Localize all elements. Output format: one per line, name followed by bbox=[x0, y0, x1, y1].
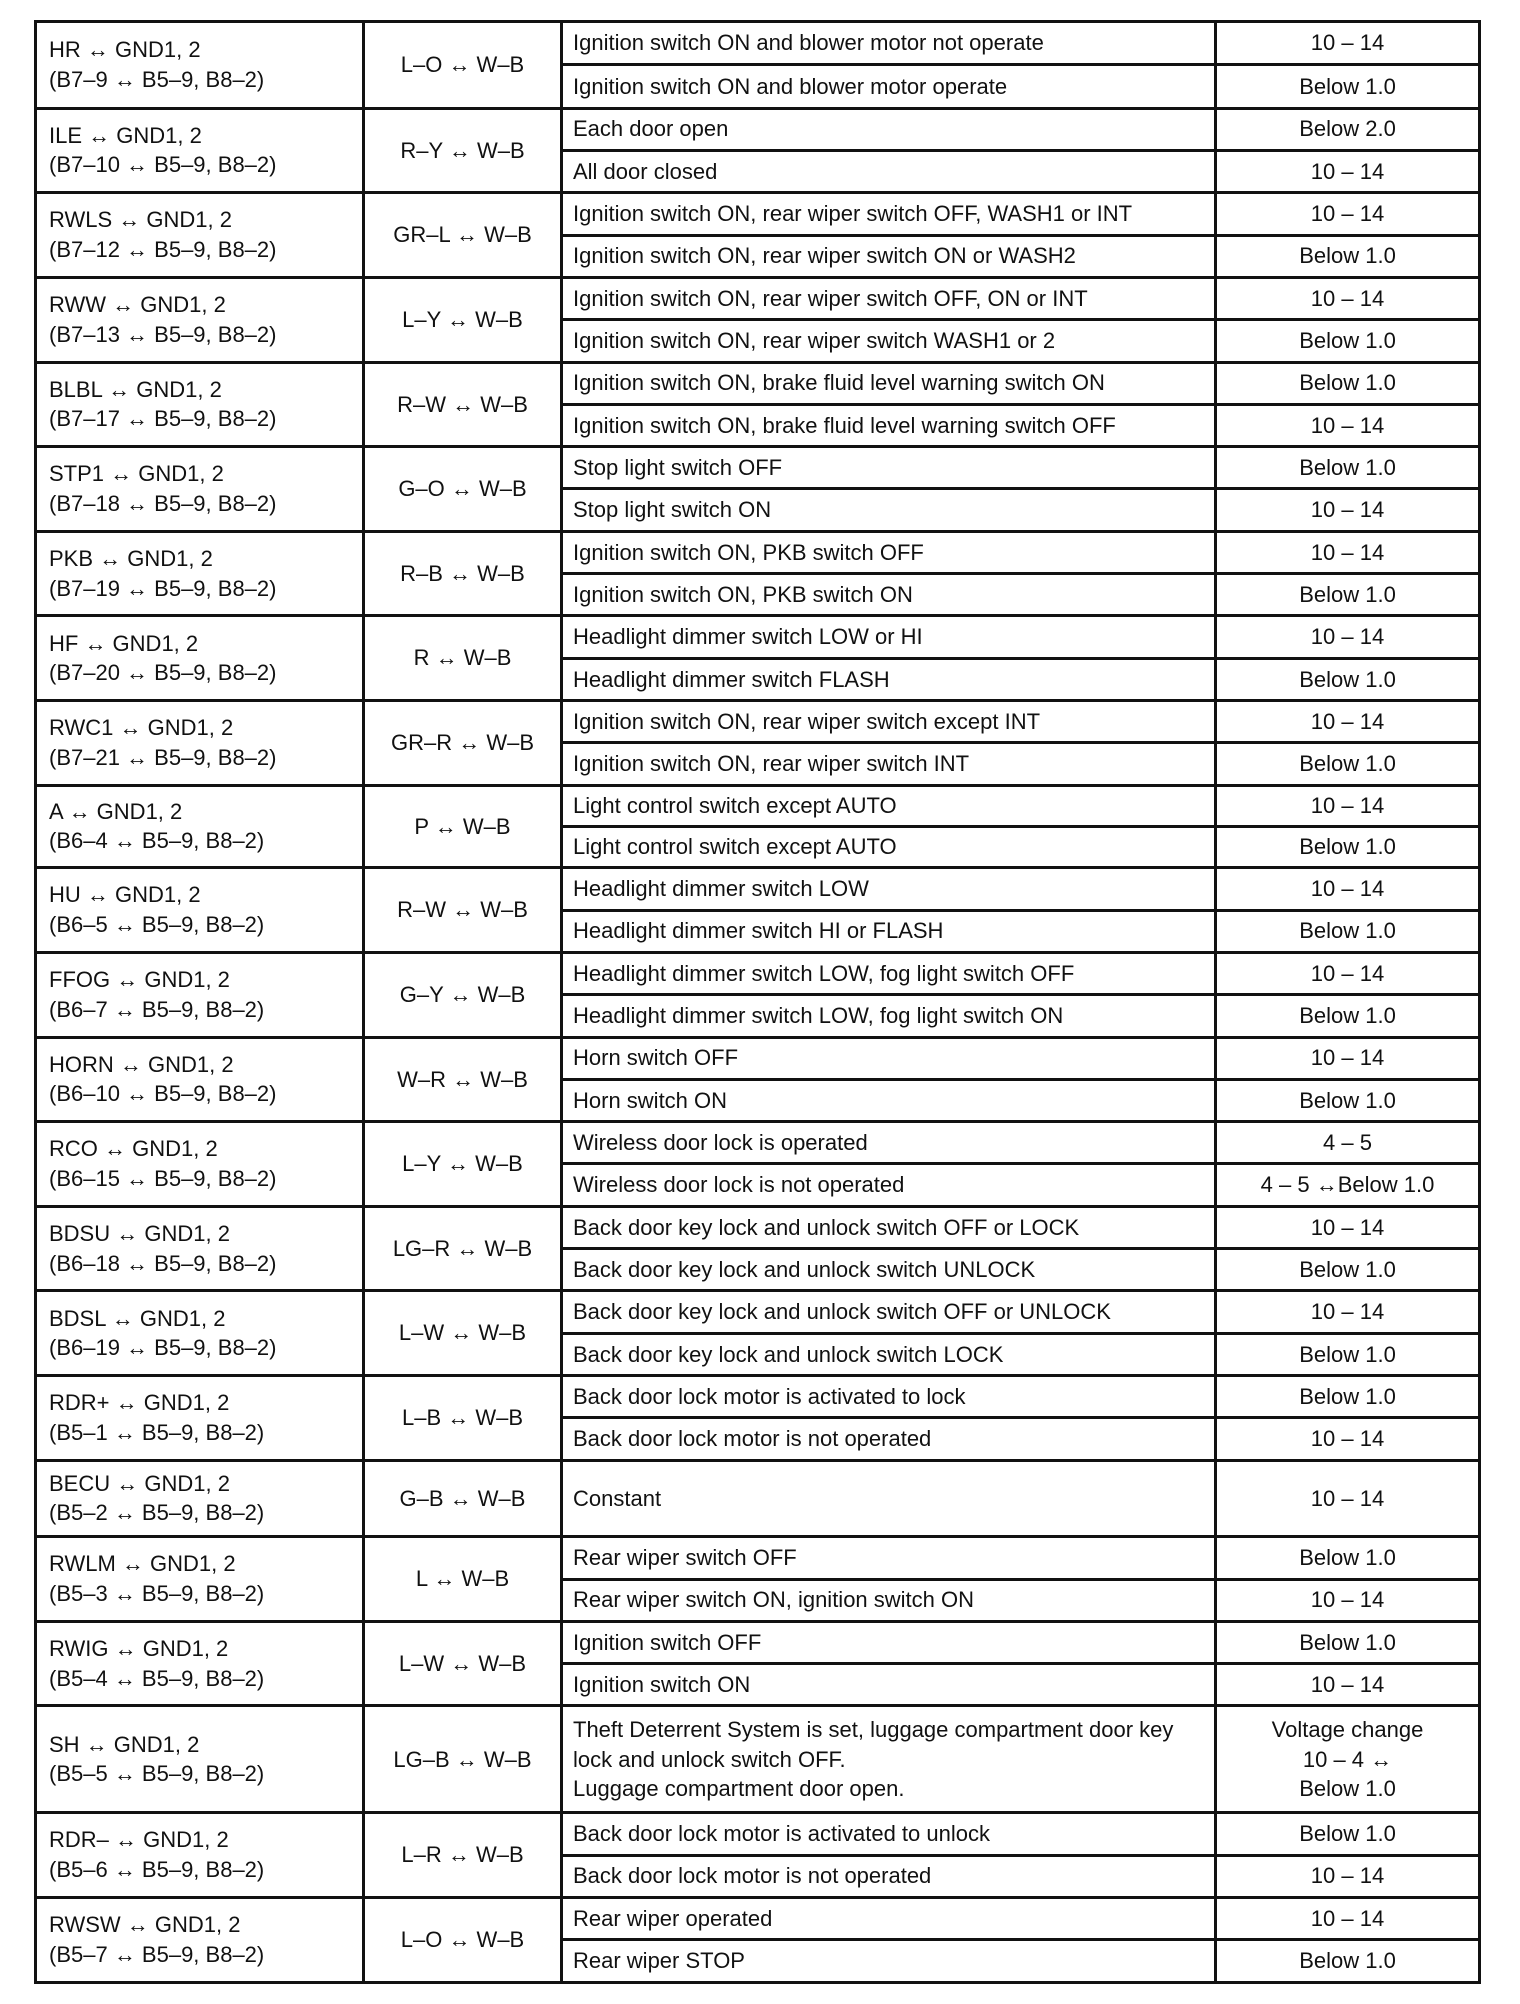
terminal-pins: (B7–10 ↔ B5–9, B8–2) bbox=[49, 152, 277, 178]
terminal-name: BDSL ↔ GND1, 2 bbox=[49, 1305, 226, 1331]
table-body bbox=[36, 22, 1480, 1983]
condition-cell: Ignition switch ON, rear wiper switch except INT bbox=[562, 701, 1216, 743]
table-row bbox=[36, 362, 1480, 404]
table-row bbox=[36, 1813, 1480, 1855]
spec-cell: Below 1.0 bbox=[1216, 658, 1480, 700]
spec-cell: 10 – 14 bbox=[1216, 1460, 1480, 1537]
terminal-cell bbox=[36, 952, 364, 1037]
spec-cell bbox=[1216, 1706, 1480, 1813]
condition-cell: Headlight dimmer switch HI or FLASH bbox=[562, 910, 1216, 952]
terminal-cell bbox=[36, 785, 364, 868]
spec-cell: 10 – 14 bbox=[1216, 531, 1480, 573]
terminal-pins: (B7–13 ↔ B5–9, B8–2) bbox=[49, 321, 277, 347]
wiring-color-cell: G–Y ↔ W–B bbox=[364, 952, 562, 1037]
terminal-cell bbox=[36, 277, 364, 362]
wiring-color-cell: R–B ↔ W–B bbox=[364, 531, 562, 616]
wiring-color-cell: L–W ↔ W–B bbox=[364, 1291, 562, 1376]
terminal-pins: (B7–20 ↔ B5–9, B8–2) bbox=[49, 660, 277, 686]
terminal-pins: (B6–19 ↔ B5–9, B8–2) bbox=[49, 1335, 277, 1361]
spec-cell: Below 1.0 bbox=[1216, 826, 1480, 867]
spec-cell: 10 – 14 bbox=[1216, 1206, 1480, 1248]
condition-cell: Rear wiper switch ON, ignition switch ON bbox=[562, 1579, 1216, 1621]
spec-cell: 10 – 14 bbox=[1216, 868, 1480, 910]
spec-cell: Below 1.0 bbox=[1216, 1940, 1480, 1983]
terminal-cell bbox=[36, 701, 364, 786]
wiring-color-cell: L–W ↔ W–B bbox=[364, 1621, 562, 1706]
terminal-pins: (B5–1 ↔ B5–9, B8–2) bbox=[49, 1419, 265, 1445]
wiring-color-cell: LG–B ↔ W–B bbox=[364, 1706, 562, 1813]
terminal-name: HU ↔ GND1, 2 bbox=[49, 882, 201, 908]
wiring-color-cell: GR–L ↔ W–B bbox=[364, 193, 562, 278]
condition-cell: Ignition switch ON, rear wiper switch WASH1 or 2 bbox=[562, 320, 1216, 362]
terminal-cell bbox=[36, 108, 364, 193]
terminal-name: ILE ↔ GND1, 2 bbox=[49, 122, 202, 148]
terminal-name: RWIG ↔ GND1, 2 bbox=[49, 1635, 229, 1661]
wiring-color-cell: R–W ↔ W–B bbox=[364, 362, 562, 447]
condition-cell: Rear wiper STOP bbox=[562, 1940, 1216, 1983]
terminal-name: SH ↔ GND1, 2 bbox=[49, 1731, 200, 1757]
table-row bbox=[36, 447, 1480, 489]
table-row bbox=[36, 193, 1480, 235]
wiring-color-cell: L ↔ W–B bbox=[364, 1537, 562, 1622]
wiring-color-cell: G–B ↔ W–B bbox=[364, 1460, 562, 1537]
table-row bbox=[36, 1621, 1480, 1663]
condition-cell bbox=[562, 1706, 1216, 1813]
condition-cell: Headlight dimmer switch LOW bbox=[562, 868, 1216, 910]
table-row bbox=[36, 22, 1480, 65]
condition-cell: Horn switch OFF bbox=[562, 1037, 1216, 1079]
spec-cell: 10 – 14 bbox=[1216, 489, 1480, 531]
table-row bbox=[36, 701, 1480, 743]
spec-cell: Below 1.0 bbox=[1216, 1333, 1480, 1375]
terminal-pins: (B7–18 ↔ B5–9, B8–2) bbox=[49, 490, 277, 516]
condition-cell: Light control switch except AUTO bbox=[562, 826, 1216, 867]
terminal-cell bbox=[36, 1122, 364, 1207]
condition-cell: Wireless door lock is operated bbox=[562, 1122, 1216, 1164]
condition-cell: Ignition switch ON and blower motor operate bbox=[562, 65, 1216, 108]
condition-cell: Stop light switch OFF bbox=[562, 447, 1216, 489]
condition-cell: Back door lock motor is activated to unlock bbox=[562, 1813, 1216, 1855]
spec-cell: Below 1.0 bbox=[1216, 320, 1480, 362]
spec-cell: 10 – 14 bbox=[1216, 1037, 1480, 1079]
condition-cell: Horn switch ON bbox=[562, 1079, 1216, 1121]
spec-cell: 10 – 14 bbox=[1216, 701, 1480, 743]
condition-cell: Ignition switch ON, rear wiper switch OFF, WASH1 or INT bbox=[562, 193, 1216, 235]
terminal-name: A ↔ GND1, 2 bbox=[49, 798, 183, 824]
condition-cell: Ignition switch ON, PKB switch OFF bbox=[562, 531, 1216, 573]
wiring-color-cell: L–R ↔ W–B bbox=[364, 1813, 562, 1898]
terminal-pins: (B7–21 ↔ B5–9, B8–2) bbox=[49, 744, 277, 770]
terminal-pins: (B6–7 ↔ B5–9, B8–2) bbox=[49, 996, 265, 1022]
spec-cell: 10 – 14 bbox=[1216, 1418, 1480, 1460]
terminal-cell bbox=[36, 1621, 364, 1706]
condition-cell: Ignition switch OFF bbox=[562, 1621, 1216, 1663]
terminal-cell bbox=[36, 1037, 364, 1122]
terminal-name: FFOG ↔ GND1, 2 bbox=[49, 967, 230, 993]
table-row bbox=[36, 868, 1480, 910]
wiring-color-cell: R–Y ↔ W–B bbox=[364, 108, 562, 193]
spec-cell: 10 – 14 bbox=[1216, 193, 1480, 235]
wiring-color-cell: GR–R ↔ W–B bbox=[364, 701, 562, 786]
wiring-color-cell: W–R ↔ W–B bbox=[364, 1037, 562, 1122]
terminal-voltage-table bbox=[34, 20, 1481, 1984]
terminal-pins: (B6–10 ↔ B5–9, B8–2) bbox=[49, 1081, 277, 1107]
terminal-cell bbox=[36, 1376, 364, 1461]
condition-cell: Back door key lock and unlock switch OFF or LOCK bbox=[562, 1206, 1216, 1248]
spec-cell: 10 – 14 bbox=[1216, 1291, 1480, 1333]
condition-cell: Ignition switch ON, rear wiper switch OFF, ON or INT bbox=[562, 277, 1216, 319]
spec-cell: 4 – 5 ↔Below 1.0 bbox=[1216, 1164, 1480, 1206]
condition-cell: Ignition switch ON, brake fluid level warning switch OFF bbox=[562, 404, 1216, 446]
condition-cell: Headlight dimmer switch FLASH bbox=[562, 658, 1216, 700]
table-row bbox=[36, 277, 1480, 319]
terminal-cell bbox=[36, 1206, 364, 1291]
condition-line: Luggage compartment door open. bbox=[573, 1776, 905, 1802]
spec-cell: 10 – 14 bbox=[1216, 22, 1480, 65]
spec-line: Voltage change bbox=[1271, 1716, 1424, 1742]
terminal-name: HF ↔ GND1, 2 bbox=[49, 630, 199, 656]
condition-cell: Headlight dimmer switch LOW, fog light switch ON bbox=[562, 995, 1216, 1037]
table-row bbox=[36, 1037, 1480, 1079]
terminal-pins: (B5–3 ↔ B5–9, B8–2) bbox=[49, 1581, 265, 1607]
terminal-name: HR ↔ GND1, 2 bbox=[49, 37, 201, 63]
condition-cell: Back door key lock and unlock switch OFF or UNLOCK bbox=[562, 1291, 1216, 1333]
terminal-name: STP1 ↔ GND1, 2 bbox=[49, 461, 224, 487]
table-row bbox=[36, 1376, 1480, 1418]
spec-cell: Below 1.0 bbox=[1216, 362, 1480, 404]
terminal-name: RWSW ↔ GND1, 2 bbox=[49, 1912, 241, 1938]
spec-cell: 10 – 14 bbox=[1216, 1579, 1480, 1621]
terminal-cell bbox=[36, 1813, 364, 1898]
condition-cell: Wireless door lock is not operated bbox=[562, 1164, 1216, 1206]
condition-cell: Stop light switch ON bbox=[562, 489, 1216, 531]
wiring-color-cell: L–O ↔ W–B bbox=[364, 22, 562, 109]
terminal-name: BDSU ↔ GND1, 2 bbox=[49, 1220, 230, 1246]
terminal-cell bbox=[36, 1537, 364, 1622]
terminal-cell bbox=[36, 1460, 364, 1537]
spec-cell: 10 – 14 bbox=[1216, 277, 1480, 319]
condition-cell: Ignition switch ON and blower motor not operate bbox=[562, 22, 1216, 65]
spec-line: 10 – 4 ↔ bbox=[1302, 1746, 1393, 1772]
condition-cell: All door closed bbox=[562, 150, 1216, 192]
condition-line: lock and unlock switch OFF. bbox=[573, 1746, 846, 1772]
terminal-pins: (B7–9 ↔ B5–9, B8–2) bbox=[49, 66, 265, 92]
condition-line: Theft Deterrent System is set, luggage compartment door key bbox=[573, 1716, 1174, 1742]
wiring-color-cell: L–Y ↔ W–B bbox=[364, 277, 562, 362]
spec-cell: Below 1.0 bbox=[1216, 995, 1480, 1037]
spec-line: Below 1.0 bbox=[1299, 1776, 1396, 1802]
wiring-color-cell: P ↔ W–B bbox=[364, 785, 562, 868]
spec-cell: 10 – 14 bbox=[1216, 404, 1480, 446]
spec-cell: Below 1.0 bbox=[1216, 447, 1480, 489]
condition-cell: Ignition switch ON, rear wiper switch ON or WASH2 bbox=[562, 235, 1216, 277]
terminal-name: BLBL ↔ GND1, 2 bbox=[49, 376, 222, 402]
condition-cell: Headlight dimmer switch LOW or HI bbox=[562, 616, 1216, 658]
spec-cell: 4 – 5 bbox=[1216, 1122, 1480, 1164]
condition-cell: Rear wiper operated bbox=[562, 1897, 1216, 1939]
terminal-cell bbox=[36, 447, 364, 532]
condition-cell: Each door open bbox=[562, 108, 1216, 150]
spec-cell: 10 – 14 bbox=[1216, 1897, 1480, 1939]
terminal-name: RWC1 ↔ GND1, 2 bbox=[49, 715, 234, 741]
spec-cell: Below 1.0 bbox=[1216, 1079, 1480, 1121]
terminal-pins: (B7–19 ↔ B5–9, B8–2) bbox=[49, 575, 277, 601]
table-row bbox=[36, 616, 1480, 658]
terminal-name: BECU ↔ GND1, 2 bbox=[49, 1470, 230, 1496]
terminal-name: RCO ↔ GND1, 2 bbox=[49, 1136, 218, 1162]
wiring-color-cell: L–O ↔ W–B bbox=[364, 1897, 562, 1982]
terminal-cell bbox=[36, 868, 364, 953]
terminal-pins: (B7–12 ↔ B5–9, B8–2) bbox=[49, 237, 277, 263]
condition-cell: Back door key lock and unlock switch LOCK bbox=[562, 1333, 1216, 1375]
wiring-color-cell: L–B ↔ W–B bbox=[364, 1376, 562, 1461]
table-row bbox=[36, 1706, 1480, 1813]
spec-cell: 10 – 14 bbox=[1216, 1855, 1480, 1897]
terminal-pins: (B5–5 ↔ B5–9, B8–2) bbox=[49, 1761, 265, 1787]
terminal-pins: (B5–7 ↔ B5–9, B8–2) bbox=[49, 1941, 265, 1967]
spec-cell: Below 1.0 bbox=[1216, 1813, 1480, 1855]
terminal-pins: (B6–15 ↔ B5–9, B8–2) bbox=[49, 1165, 277, 1191]
table-row bbox=[36, 531, 1480, 573]
spec-cell: 10 – 14 bbox=[1216, 785, 1480, 826]
terminal-cell bbox=[36, 616, 364, 701]
terminal-cell bbox=[36, 193, 364, 278]
terminal-name: RDR+ ↔ GND1, 2 bbox=[49, 1390, 230, 1416]
terminal-cell bbox=[36, 362, 364, 447]
condition-cell: Back door lock motor is not operated bbox=[562, 1418, 1216, 1460]
terminal-pins: (B6–4 ↔ B5–9, B8–2) bbox=[49, 828, 265, 854]
condition-cell: Back door key lock and unlock switch UNLOCK bbox=[562, 1249, 1216, 1291]
terminal-pins: (B5–2 ↔ B5–9, B8–2) bbox=[49, 1500, 265, 1526]
spec-cell: 10 – 14 bbox=[1216, 952, 1480, 994]
wiring-color-cell: R ↔ W–B bbox=[364, 616, 562, 701]
spec-cell: 10 – 14 bbox=[1216, 150, 1480, 192]
table-row bbox=[36, 1537, 1480, 1579]
terminal-pins: (B6–5 ↔ B5–9, B8–2) bbox=[49, 912, 265, 938]
terminal-pins: (B5–6 ↔ B5–9, B8–2) bbox=[49, 1857, 265, 1883]
condition-cell: Constant bbox=[562, 1460, 1216, 1537]
terminal-cell bbox=[36, 1291, 364, 1376]
table-row bbox=[36, 785, 1480, 826]
spec-cell: 10 – 14 bbox=[1216, 616, 1480, 658]
inspection-table-container bbox=[34, 20, 1478, 1984]
terminal-pins: (B6–18 ↔ B5–9, B8–2) bbox=[49, 1250, 277, 1276]
condition-cell: Ignition switch ON, rear wiper switch INT bbox=[562, 743, 1216, 785]
terminal-name: RWLS ↔ GND1, 2 bbox=[49, 207, 232, 233]
terminal-pins: (B5–4 ↔ B5–9, B8–2) bbox=[49, 1665, 265, 1691]
terminal-cell bbox=[36, 22, 364, 109]
terminal-name: RWLM ↔ GND1, 2 bbox=[49, 1551, 236, 1577]
table-row bbox=[36, 952, 1480, 994]
condition-cell: Ignition switch ON, brake fluid level warning switch ON bbox=[562, 362, 1216, 404]
spec-cell: Below 1.0 bbox=[1216, 574, 1480, 616]
wiring-color-cell: G–O ↔ W–B bbox=[364, 447, 562, 532]
condition-cell: Rear wiper switch OFF bbox=[562, 1537, 1216, 1579]
wiring-color-cell: L–Y ↔ W–B bbox=[364, 1122, 562, 1207]
table-row bbox=[36, 1122, 1480, 1164]
table-row bbox=[36, 1291, 1480, 1333]
terminal-pins: (B7–17 ↔ B5–9, B8–2) bbox=[49, 406, 277, 432]
spec-cell: Below 1.0 bbox=[1216, 1376, 1480, 1418]
table-row bbox=[36, 1897, 1480, 1939]
condition-cell: Back door lock motor is activated to lock bbox=[562, 1376, 1216, 1418]
terminal-name: RWW ↔ GND1, 2 bbox=[49, 292, 226, 318]
spec-cell: Below 1.0 bbox=[1216, 743, 1480, 785]
spec-cell: Below 1.0 bbox=[1216, 235, 1480, 277]
wiring-color-cell: R–W ↔ W–B bbox=[364, 868, 562, 953]
terminal-name: HORN ↔ GND1, 2 bbox=[49, 1051, 234, 1077]
spec-cell: Below 2.0 bbox=[1216, 108, 1480, 150]
spec-cell: Below 1.0 bbox=[1216, 1249, 1480, 1291]
spec-cell: Below 1.0 bbox=[1216, 910, 1480, 952]
condition-cell: Ignition switch ON, PKB switch ON bbox=[562, 574, 1216, 616]
terminal-cell bbox=[36, 1706, 364, 1813]
spec-cell: Below 1.0 bbox=[1216, 65, 1480, 108]
condition-cell: Headlight dimmer switch LOW, fog light switch OFF bbox=[562, 952, 1216, 994]
spec-cell: Below 1.0 bbox=[1216, 1621, 1480, 1663]
condition-cell: Back door lock motor is not operated bbox=[562, 1855, 1216, 1897]
terminal-cell bbox=[36, 531, 364, 616]
spec-cell: 10 – 14 bbox=[1216, 1664, 1480, 1706]
condition-cell: Ignition switch ON bbox=[562, 1664, 1216, 1706]
table-row bbox=[36, 1460, 1480, 1537]
spec-cell: Below 1.0 bbox=[1216, 1537, 1480, 1579]
wiring-color-cell: LG–R ↔ W–B bbox=[364, 1206, 562, 1291]
condition-cell: Light control switch except AUTO bbox=[562, 785, 1216, 826]
table-row bbox=[36, 1206, 1480, 1248]
terminal-cell bbox=[36, 1897, 364, 1982]
terminal-name: RDR– ↔ GND1, 2 bbox=[49, 1827, 229, 1853]
terminal-name: PKB ↔ GND1, 2 bbox=[49, 545, 213, 571]
table-row bbox=[36, 108, 1480, 150]
